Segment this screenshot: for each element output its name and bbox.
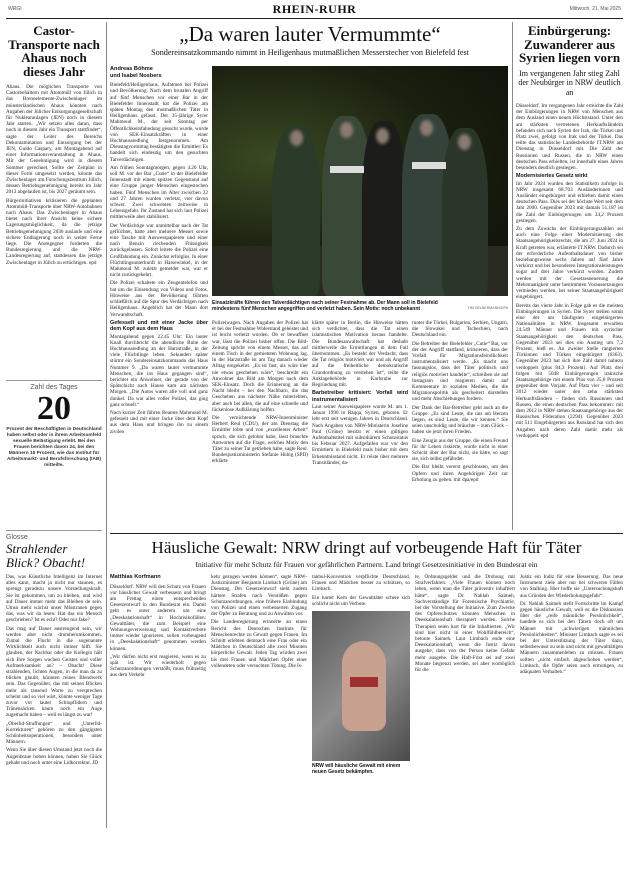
left-headline: Castor-Transporte nach Ahaus noch dieses Jahr xyxy=(8,23,100,79)
header-date: Mittwoch, 21. Mai 2025 xyxy=(569,6,621,12)
bottom-body-col4 xyxy=(415,574,515,673)
paragraph: tanbul-Konvention verpflichte Deutschland, Frauen und Mädchen besser zu schützen, so Limbach. xyxy=(312,574,410,593)
blurred-face xyxy=(290,130,303,146)
byline: Matthias Korfmann xyxy=(110,574,161,580)
main-photo xyxy=(212,66,508,296)
bottom-col-4 xyxy=(415,574,515,675)
police-patch xyxy=(330,166,364,173)
right-headline: Einbürgerung: Zuwanderer aus Syrien liegen vorn xyxy=(518,23,621,65)
paragraph: kehr gezogen werden können“, sagte NRW-Justizminister Benjamin Limbach (Grüne) am Dienstag. Der Gesetzentwurf sieht zudem härtere Strafen nach Verstößen gegen Schutzanordnungen, eine frühere Einbindung von Polizei und einen verbesserten Zugang der Opfer zu Beratung und zu Anwälten vor. xyxy=(211,574,307,618)
subhead: Gefesselt und mit einer Jacke über dem Kopf aus dem Haus xyxy=(110,319,208,333)
left-article xyxy=(6,24,102,268)
paragraph: Der Dank der Bar-Betreiber geht auch an die Gruppe. „Es sind Leute, die uns am Herzen liegen, es sind Leute, die wir kennen.“ Sie seien unschuldig und bräuchte – zum Glück – haben sie jetzt ihren Frieden. xyxy=(412,404,508,436)
paragraph: Montagabend gegen 22.45 Uhr: Ein lauter Knall durchbricht die abendliche Ruhe der Hochhaussiedlung an der Harzstraße, in der viele Flüchtlinge leben. Sekunden später stürmt ein Sondereinsatzkommando das Haus Nummer 9. „Da waren lauter vermummte Menschen, die ins Haus gegangen sind“, berichtet ein Anwohner, der gerade von der Spätschicht nach Hause kam am nächsten Morgen. „Die Autos waren alle voll und ganz dunkel. Da war alles voller Polizei, das ging ganz schnell.“ xyxy=(110,333,208,408)
glosse-body xyxy=(6,574,102,766)
paragraph: Ahaus. Die möglichen Transporte von Castorbehältern mit Atommüll von Jülich in das Brennelemente-Zwischenlager im münsterländischen Ahaus könnten nach Angaben der Jülicher Entsorgungsgesellschaft für Nuklearanlagen (JEN) noch in diesem Jahr starten. „Wir setzen alles daran, dass noch in diesem Jahr ein Transport stattfindet“, sagte der Leiter des Bereichs Dekontamination und Entsorgung bei der JEN, Guido Caspary, am Montagabend auf einer Informationsveranstaltung in Ahaus. Mit der Genehmigung wird in diesem Sommer gerechnet. Sollte der Zeitplan in dieser Form umgesetzt werden, könnte das Zwischenlager am Forschungszentrum Jülich, dessen Betriebsgenehmigung bereits im Jahr 2013 abgelaufen ist, bis 2027 geräumt sein. xyxy=(6,84,102,196)
byline: Andreas Böhme xyxy=(110,66,153,72)
blurred-face xyxy=(458,134,471,150)
right-subheadline: Im vergangenen Jahr stieg Zahl der Neubürger in NRW deutlich an xyxy=(518,68,621,97)
main-body-col1 xyxy=(110,82,208,435)
bottom-body-col2 xyxy=(211,574,307,669)
officer-figure xyxy=(442,128,488,296)
paragraph: Die Polizei schaltete ein Zeugentelefon und bat um die Einsendung von Videos und Fotos. Hinweise aus der Bevölkerung führten schließlich auf die Spur des Verdächtigen nach Heiligenhaus. Angeblich hat der Mann dort Verwandtschaft. xyxy=(110,280,208,318)
paragraph: Düsseldorf. Im vergangenen Jahr erreichte die Zahl der Einbürgerungen in NRW von Menschen aus dem Ausland einen neuen Höchststand. Unter den am stärksten vertretenen Herkunftsländern befanden sich nach Syrien der Irak, die Türkei und Platz zwei, gefolgt von Irak und der Türkei. Das teilte das statistische Landesbehörde IT.NRW am Dienstag in Düsseldorf mit. Die Zahl der Russinnen und Russen, die in NRW einen deutschen Pass erhielten, ist innerhalb eines Jahres besonders deutlich gestiegen. xyxy=(516,103,623,172)
paragraph: Justiz ein Indiz für eine Besserung. Das neue Instrument ziele aber nur bei schweren Fällen von Stalking. Hier hoffe sie „Untersuchungshaft aus Gründen der Wiederholungsgefahr“. xyxy=(520,574,623,599)
paragraph: Die Bar bleibt vorerst geschlossen, um den Opfern und ihren Angehörigen Zeit zur Erholung zu geben. mit dpa/epd xyxy=(412,464,508,483)
main-col-4 xyxy=(412,320,508,485)
header-rule xyxy=(6,18,623,19)
paragraph: Der Verdächtige war unmittelbar nach der Tat geflüchtet, hatte aber mehrere Messer sowie eine Tasche mit Auswesspapieren und einer nach Benzin riechenden Flüssigkeit zurückgelassen. Sofort leitete die Polizei eine Großfahndung ein. Zunächst erfolglos. In einer Flüchtlingsunterkunft in Harsewinkel, in der Mahmoud M. zuletzt gemeldet war, war er nicht zurückgekehrt. xyxy=(110,222,208,279)
glosse-label: Glosse xyxy=(6,534,28,541)
paragraph: Polizeiwagen. Nach Angaben der Polizei hat er bei der Festnahme Widerstand geleistet und ist leicht verletzt worden. Ob er bewaffnet war, lässt die Polizei bisher offen. Die Bild-Zeitung spricht von einem Messer, das auf einem Tisch in der gemieteten Wohnung lag. In der Harzstraße ist am Tag danach wieder Alltag eingekehrt. „Es ist fast, als wäre hier nie etwas geschehen wäre“, beschreibt ein Anwohner das Bild am Morgen nach dem SEK-Einsatz. Doch die Erinnerung an die Nacht bleibt – bei den Nachbarn, die das Geschehen aus nächster Nähe miterlebten, aber auch bei allen, die auf eine schnelle und lückenlose Aufklärung hoffen. xyxy=(212,320,308,413)
paragraph: Am frühen Sonntagmorgen, gegen 4.20 Uhr, soll M. vor der Bar „Cutie“ in der Bielefelder Innenstadt mit einem spitzen Gegenstand auf eine Gruppe junger Menschen eingestochen haben. Fünf Menschen im Alter zwischen 22 und 27 Jahren wurden verletzt, vier davon schwer. Zwei schwebten zeitweise in Lebensgefahr. Ihr Zustand hat sich laut Polizei mittlerweile aber stabilisiert. xyxy=(110,164,208,221)
paragraph: Zu dem Zuwachs der Einbürgerungszahlen sei auch eine Folge einer Modernisierung des Staatsangehörigkeitsrechts, die am 27. Juni 2024 in Kraft getreten war, erläuterte IT.NRW. Dadurch sei der erforderliche Aufenthaltsdauer von bisher beziehungsweise sechs Jahren auf fünf Jahre verkürzt und bei besonderen Integrationsleistungen sogar auf drei Jahre verkürzt worden. Zudem werden mit der Gesetzesneuerung die Mehrstaatigkeit unter bestimmten Voraussetzungen vermieden werden, bei seiner Staatsangehörigkeit eingebürgert. xyxy=(516,226,623,301)
paragraph: Die Landesregierung erinnerte an einen Bericht des Deutschen Instituts für Menschenrechte zu Gewalt gegen Frauen. Im Schnitt erlebten demnach eine Frau oder ein Mädchen in Deutschland alle zwei Minuten körperliche Gewalt. Jeden Tag würden zwei bis drei Frauen und Mädchen Opfer einer vollendeten oder versuchten Tötung. Die Is- xyxy=(211,619,307,669)
paragraph: Nach kurzer Zeit führen Beamte Mahmoud M. gefesselt und mit einer Jacke über dem Kopf aus dem Haus und bringen ihn zu einem zivilen xyxy=(110,409,208,435)
hand-photo xyxy=(312,611,410,761)
right-article xyxy=(516,24,623,441)
stop-text xyxy=(350,677,378,687)
paragraph: Eine Zeugin aus der Gruppe, die einen Freund für ihr Leben riskierte, wurde nicht in einer Schicht über der Bar nicht, sie hätte, so sagt sie, sich selbst gefährdet. xyxy=(412,437,508,463)
column-rule xyxy=(512,22,513,530)
bottom-body-col5 xyxy=(520,574,623,675)
subhead: Barbetreiber kritisiert: Vorfall wird instrumentalisiert xyxy=(312,390,408,403)
section-title: RHEIN-RUHR xyxy=(272,2,357,16)
paragraph: Laut seiner Ausweispapiere wurde M. am 1. Januar 1990 in Raqqa, Syrien, geboren. Er lebt erst seit wenigen Jahren in Deutschland. Nach Angaben von NRW-Ministerin Josefine Paul (Grüne) besitzt er einen gültigen Aufenthaltstitel mit subsidiärem Schutzstatus bis Februar 2027. Aufgefallen war vor den Ermittlern in Bielefeld mals bisher mit dem Erkenntnisstand nicht. Er reiste über mehrere Transitländer, da- xyxy=(312,404,408,466)
paragraph: Die Betreiber der Bielefelder „Cutie“ Bar, vor der der Angriff stattfand, kritisieren, dass der Vorfall für Migrationsfeindlichkeit instrumentalisiert werde. „Es macht uns fassungslos, dass der Täter politisch und religiös motiviert handelte“, schreiben sie auf Instagram und reagieren damit auf Kommentare in sozialen Medien, die die Migrationspolitik als gescheitert darstellen und mehr Abschiebungen fordern. xyxy=(412,340,508,403)
paragraph: Die vernichtende NRW-Innenminister Herbert Reul (CDU), der am Dienstag die Ermittler lobte und von „exzellenter Arbeit“ sprach, die sich gelohnt habe, lässt brauchte Antworten auf die Frage, welches Motiv den Täter zu seiner Tat getrieben habe, sagte Reul. Bundesjustizministerin Stefanie Hubig (SPD) erklärte xyxy=(212,415,308,465)
paragraph: „Oberlid-Straffungen“ und „Unterlid-Korrekturen“ gehören zu den gängigsten Schönheitsoperationen, besonders unter Männern. xyxy=(6,720,102,746)
subhead: Modernisiertes Gesetz wirkt xyxy=(516,173,588,180)
paragraph: Das, was Künstliche Intelligenz im Internet alles kann, macht ja nicht nur staunen, es sprengt geradezu unsere Vorstellungskraft. Sie ist gekommen, um zu bleiben, und wird auf Dauer immer mehr das Bleiben de sein. Umso mehr wächst unser Misstrauen gegen das, was wir da lesen: Hat das ein Mensch geschrieben? Ist es echt? Oder nur fake? xyxy=(6,574,102,624)
photo-caption: Einsatzkräfte führen den Tatverdächtigen nach seiner Festnahme ab. Der Mann soll in Bielefeld mindestens fünf Menschen angegriffen und verletzt haben. Sein Motiv: noch unbekannt xyxy=(212,300,438,312)
paragraph: te, Ordnungsgelder und die Drohung mit Strafverfahren. „Viele Frauen können noch leben, wenn man die Täter präventiv inhaftiert hätte“, sagte Dr. Nahlah Saimeh, Sachverständige für Forensische Psychiatrie, bei der Vorstellung der Initiative. Zum Zwecke des Opferschutzes könnten Menschen in Deeskalationshaft therapiert werden. Solche Therapien seien hart für die Inhaftierten. „Wir sind hier nicht in einer Wohlfühlbereich“, betonte Saimeh. Laut Limbach ende eine Deeskalationshaft, wenn die Justiz davon ausgehe, dass von der Person keine Gefahr mehr ausgehe. Die Haft-Frist sei auf zwei Monate begrenzt werden, sei aber womöglich für die xyxy=(415,574,515,674)
divider xyxy=(6,380,102,381)
paragraph: Wenn Sie über diesen Umstand jetzt noch die Augenbraue hoben können, haben Sie Glück gehabt und noch unter eine Lidkorrektur. JD xyxy=(6,747,102,766)
main-body-col3 xyxy=(312,320,408,466)
main-col-3 xyxy=(312,320,408,468)
main-subheadline: Sondereinsatzkommando nimmt in Heiligenhaus mutmaßlichen Messerstecher von Bielefeld fest xyxy=(151,48,469,57)
main-col-1 xyxy=(110,66,208,437)
paragraph: Bürgerinitiativen kritisieren die geplanten Atommüll-Transporte über NRW-Autobahnen nach Ahaus. Das Zwischenlager in Ahaus bietet nach ihrer Ansicht keine sichere Lagerungsmöglichkeit, da die jetzige Betriebsgenehmigung 2036 auslaufe und eine sichere Endlagerung noch in weiter Ferne liege. Die Atomgegner forderten die Bundesregierung und die NRW-Landesregierung auf, stattdessen das jetzige Zwischenlager in Jülich zu ertüchtigen. epd xyxy=(6,197,102,266)
paragraph: „Wir dürfen nicht erst reagieren, wenn es zu spät ist. Wir wiederholt gegen Schutzanordnungen verstößt, muss frühzeitig aus dem Verkehr xyxy=(110,653,206,679)
bottom-col-5 xyxy=(520,574,623,677)
left-body xyxy=(6,84,102,266)
main-body-col4 xyxy=(412,320,508,483)
paragraph: Das mag auf Dauer anstrengend sein, wir werden aber nicht drumherumkommen. Zumal die Flucht in die sogenannte Wirklichkeit auch nicht immer hilft. Sie glauben, der Nachbar oder die Kollegin hält sich Ihre Sorgen wachen Geistes und voller Aufmerksamkeit an? – Obacht! Diese strahlenden, lichten Augen, in die man da zu blicken glaubt, könnten reines Blendwerk sein. Das Gegenüber, das mit seinen Blicken mehr als tausend Worte zu versprechen scheint und so viel wärt, könnte weniger Tage zuvor vor lauter Schlupflidern und Tränensäcken kaum noch ein Auge zugemacht haben – weil es längst zu war! xyxy=(6,625,102,719)
paragraph: Bielefeld/Heiligenhaus. Aufatmen bei Polizei und Bevölkerung. Nach dem brutalen Angriff auf fünf Menschen vor einer Bar in der Bielefelder Innenstadt hat die Polizei am späten Montag den mutmaßlichen Täter in Heiligenhaus gefasst. Der 35-jährige Syrer Mahmoud M., der seit Sonntag per Öffentlichkeitsfahndung gesucht wurde, wurde von SEK-Einsatzkräften in einer Hochhaussiedlung festgenommen. Am Dienstagvormittag bestätigten die Ermittler: Es handelt sich eindeutig um den gesuchten Tatverdächtigen. xyxy=(110,82,208,163)
right-body xyxy=(516,103,623,439)
paragraph: Bereits das vierte Jahr in Folge gab es die meisten Einbürgerungen in Syrien. Die Syrer stellen somit eine der am häufigsten eingebürgerten Nationalitäten in NRW. Insgesamt erwarben 24.549 Männer und Frauen mit syrischer Staatsangehörigkeit den deutschen Pass. Gegenüber 2023 sei dies ein Anstieg um 7,2 Prozent, hieß es. An zweiter Stelle rangierten Türkinnen und Türken eingebürgert (6363). Gegenüber 2023 hat sich ihre Zahl damit nahezu verdoppelt (plus 84,3 Prozent). Auf Platz drei folgen mit 5048 Einbürgerungen irakische Staatsangehörige mit einem Plus von 25,8 Prozent gegenüber dem Vorjahr. Auf Platz vier – und seit 2012 wieder unter den zehn stärksten Herkunftsländern – finden sich Russinnen und Russen, die einen deutschen Pass bekommen: mit dem 2012 in NRW stehen Staatsangehörige aus der Russischen Föderation (2294). Gegenüber 2023 mit 511 Eingebürgerten aus Russland hat sich den Angaben nach deren Zahl damit mehr als verdoppelt. epd xyxy=(516,302,623,439)
bottom-rule xyxy=(110,533,623,534)
paragraph: runter die Türkei, Bulgarien, Serbien, Ungarn, die Slowakei und Tschechien, nach Deutschland ein. xyxy=(412,320,508,339)
main-body-col2 xyxy=(212,320,308,465)
header-left-tag: WRGI xyxy=(8,6,22,12)
blurred-face xyxy=(376,128,389,144)
glosse-title: Strahlender Blick? Obacht! xyxy=(6,541,86,570)
bottom-body-col1 xyxy=(110,584,206,679)
paragraph: Dr. Nahlah Saimeh stellt Fortschritte im Kampf gegen häusliche Gewalt, weil es die Diskussion über die „reife männliche Persönlichkeit“, handele es sich bei den Tätern doch oft um Männer mit „schwierigen männlichen Persönlichkeiten“. Minister Limbach sagte es sei bei der Unterstützung der Täter dazu, selbstbewusst zu sein und nicht mit gewalttätigen Männern zusammenleben zu müssen. Frauen sollten „nicht einfach abgeschoben werden“, Limbach, die Opfer seien auch ermutigen, zu adäquaten Verhalten.“ xyxy=(520,600,623,676)
blurred-face xyxy=(340,122,353,138)
bottom-col-3 xyxy=(312,574,410,775)
zahl-des-tages xyxy=(6,384,102,469)
main-headline: „Da waren lauter Vermummte“ xyxy=(179,22,441,46)
paragraph: Düsseldorf. NRW will den Schutz von Frauen vor häuslicher Gewalt verbessern und bringt am Freitag einen entsprechenden Gesetzentwurf in den Bundesrat ein. Damit geht es unter anderem um eine „Deeskalationshaft“ in Hochrisikofällen: Gewalttäter, die zum Beispiel eine Wohnungsverweisung und Kontaktverbote immer wieder ignorieren, sollen vorbeugend in „Deeskalationshaft“ genommen werden können. xyxy=(110,583,206,652)
paragraph: Ein harter Kern der Gewalttäter schere sich schlicht nicht um Verbote. xyxy=(312,594,410,607)
officer-figure xyxy=(272,126,320,296)
zahl-text: Prozent der Beschäftigten in Deutschland haben selbst oder in ihrem Arbeitsumfeld sexuelle Belästigung erlebt. Bei den Frauen berichten davon 24, bei den Männern 15 Prozent, wie das Institut für Arbeitsmarkt- und Berufsforschung (IAB) mitteilte. xyxy=(6,427,102,468)
blurred-face xyxy=(420,120,433,136)
main-col-2 xyxy=(212,320,308,467)
bottom-subheadline: Initiative für mehr Schutz für Frauen vor gefährlichen Partnern. Land bringt Gesetzesinitiative in den Bundesrat ein xyxy=(195,560,538,569)
glosse xyxy=(6,534,102,768)
column-rule xyxy=(106,22,107,828)
hand-caption: NRW will häusliche Gewalt mit einem neuen Gesetz bekämpfen. xyxy=(312,763,401,776)
paragraph: Im Jahr 2024 wurden den Statistikern zufolge in NRW insgesamt 68.703 Ausländerinnen und Ausländer eingebürgert und erhielten damit einen deutschen Pass. Dies sei der höchste Wert seit dem Jahr 2000. Gegenüber 2023 mit damals 51.187 ist die Zahl der Einbürgerungen um 34,2 Prozent gestiegen. xyxy=(516,180,623,224)
bottom-col-1 xyxy=(110,574,206,681)
police-patch xyxy=(412,162,446,169)
suspect-figure xyxy=(362,121,406,296)
divider xyxy=(6,530,102,531)
bottom-body-col3 xyxy=(312,574,410,607)
zahl-number: 20 xyxy=(37,390,71,427)
bottom-col-2 xyxy=(211,574,307,671)
paragraph: klärte später in Berlin, die Hinweise hätten sich verdichtet, dass die Tat einen islamistischen Motivation heraus handelte. Die Bundesanwaltschaft hat deshalb mittlerweile die Ermittlungen in dem Fall übernommen. „Es besteht der Verdacht, dass die Tat religiös motiviert war und als Angriff auf die freiheitliche demokratische Grundordnung zu verstehen ist“, teilte die Anklagebehörde in Karlsruhe zur Begründung mit. xyxy=(312,320,408,389)
photo-credit: TIM OELBERMANN/DPA xyxy=(467,306,508,310)
bottom-headline: Häusliche Gewalt: NRW dringt auf vorbeugende Haft für Täter xyxy=(151,538,582,557)
byline: und Isabel Nosbers xyxy=(110,72,162,79)
zahl-label: Zahl des Tages xyxy=(30,384,78,391)
